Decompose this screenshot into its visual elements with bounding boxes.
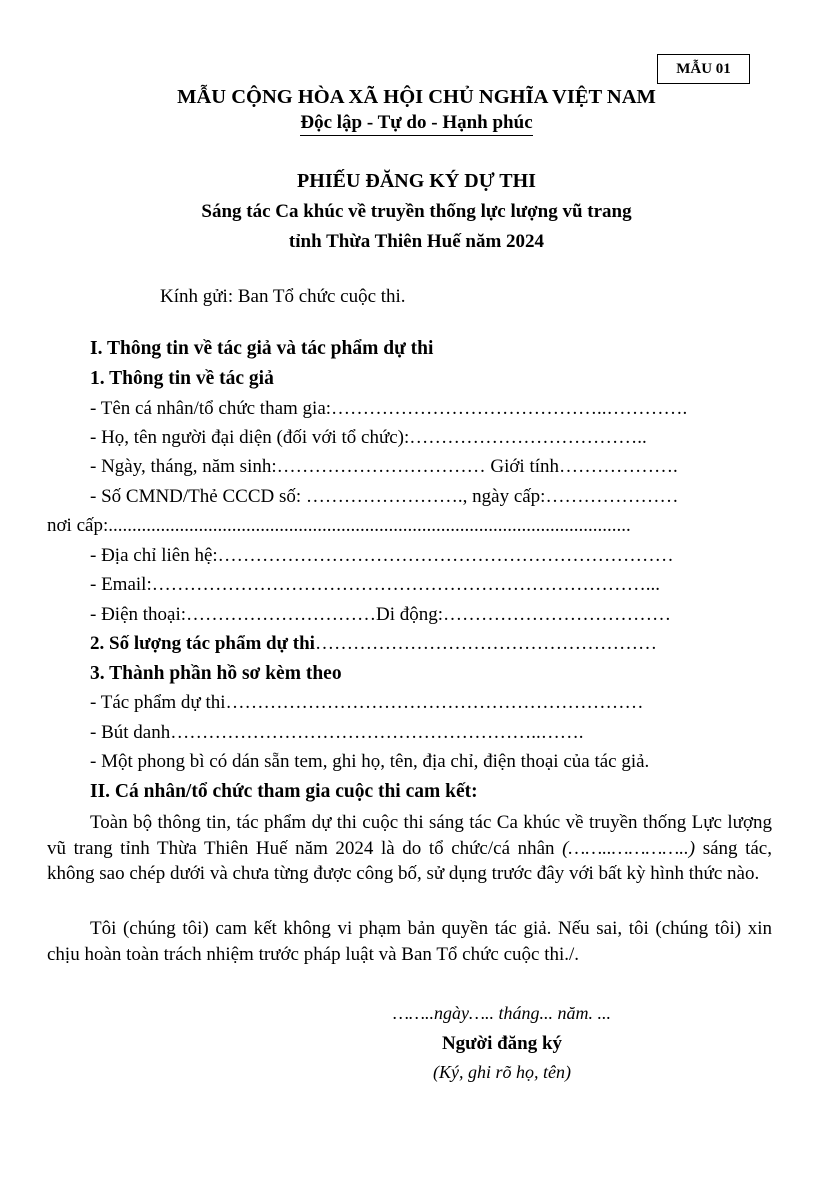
para1-text-b: sáng tác, không sao chép dưới và chưa từng được công bố, sử dụng trước đây với bất kỳ hình thức nào. [47, 837, 772, 884]
greeting: Kính gửi: Ban Tổ chức cuộc thi. [160, 286, 406, 307]
field-pen-name[interactable]: - Bút danh…………………………………………………..……. [90, 722, 584, 743]
field-work-count[interactable] [90, 633, 657, 655]
work-count-dots: ……………………………………………… [314, 633, 657, 654]
para1-italic: (……..…………..) [562, 837, 696, 859]
signature-note: (Ký, ghi rõ họ, tên) [433, 1062, 571, 1082]
form-subtitle-1: Sáng tác Ca khúc về truyền thống lực lượng vũ trang [201, 201, 632, 222]
field-participant-name[interactable]: - Tên cá nhân/tổ chức tham gia:……………………………………..…………. [90, 398, 688, 419]
para1-text-a: Toàn bộ thông tin, tác phẩm dự thi cuộc thi sáng tác Ca khúc về truyền thống Lực lượng vũ trang tỉnh Thừa Thiên Huế năm 2024 là do tổ chức/cá nhân [47, 812, 772, 859]
doc-envelope: - Một phong bì có dán sẵn tem, ghi họ, tên, địa chỉ, điện thoại của tác giả. [90, 751, 650, 772]
motto-text: Độc lập - Tự do - Hạnh phúc [300, 112, 532, 136]
field-id-number[interactable]: - Số CMND/Thẻ CCCD số: ……………………., ngày cấp:………………… [90, 486, 679, 507]
field-issue-place[interactable]: nơi cấp:.............................................................................................................. [47, 515, 631, 536]
form-title: PHIẾU ĐĂNG KÝ DỰ THI [297, 170, 536, 192]
field-representative[interactable]: - Họ, tên người đại diện (đối với tổ chức):……………………………….. [90, 427, 647, 448]
section1-heading: I. Thông tin về tác giả và tác phẩm dự thi [90, 338, 434, 359]
commitment-paragraph-1 [47, 810, 772, 887]
field-phone[interactable]: - Điện thoại:…………………………Di động:……………………………… [90, 604, 672, 625]
national-motto [0, 112, 833, 134]
form-number-badge: MẪU 01 [657, 54, 750, 84]
field-birthdate-gender[interactable]: - Ngày, tháng, năm sinh:…………………………… Giới tính………………. [90, 456, 678, 477]
field-email[interactable]: - Email:……………………………………………………………………... [90, 574, 660, 595]
national-title: MẪU CỘNG HÒA XÃ HỘI CHỦ NGHĨA VIỆT NAM [177, 86, 656, 108]
section2-heading: II. Cá nhân/tổ chức tham gia cuộc thi cam kết: [90, 781, 478, 802]
field-address[interactable]: - Địa chỉ liên hệ:……………………………………………………………… [90, 545, 674, 566]
signature-date: ……..ngày….. tháng... năm. ... [392, 1003, 611, 1023]
signature-title: Người đăng ký [441, 1033, 563, 1054]
section1-sub3: 3. Thành phần hồ sơ kèm theo [90, 663, 342, 684]
section1-sub1: 1. Thông tin về tác giả [90, 368, 274, 389]
form-subtitle-2: tỉnh Thừa Thiên Huế năm 2024 [288, 231, 545, 252]
field-work-entry[interactable]: - Tác phẩm dự thi………………………………………………………… [90, 692, 644, 713]
work-count-label: 2. Số lượng tác phẩm dự thi [90, 633, 315, 654]
commitment-paragraph-2: Tôi (chúng tôi) cam kết không vi phạm bản quyền tác giả. Nếu sai, tôi (chúng tôi) xin chịu hoàn toàn trách nhiệm trước pháp luật và Ban Tổ chức cuộc thi./. [47, 918, 772, 965]
